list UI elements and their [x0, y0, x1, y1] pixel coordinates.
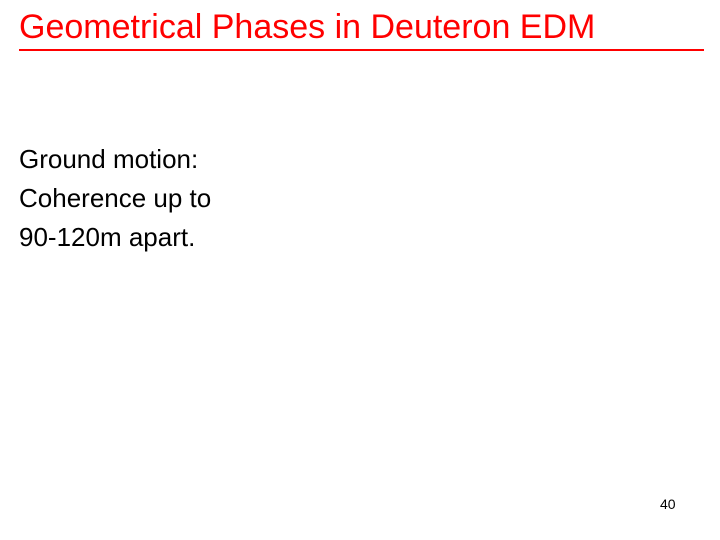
body-line-distance: 90-120m apart.: [19, 222, 196, 252]
slide-title-text: Geometrical Phases in Deuteron EDM: [19, 8, 596, 46]
body-line-ground-motion: Ground motion:: [19, 144, 199, 174]
slide-body: [19, 140, 211, 257]
body-line-coherence: Coherence up to: [19, 183, 212, 213]
slide-title: [19, 5, 704, 51]
page-number: 40: [660, 496, 676, 512]
